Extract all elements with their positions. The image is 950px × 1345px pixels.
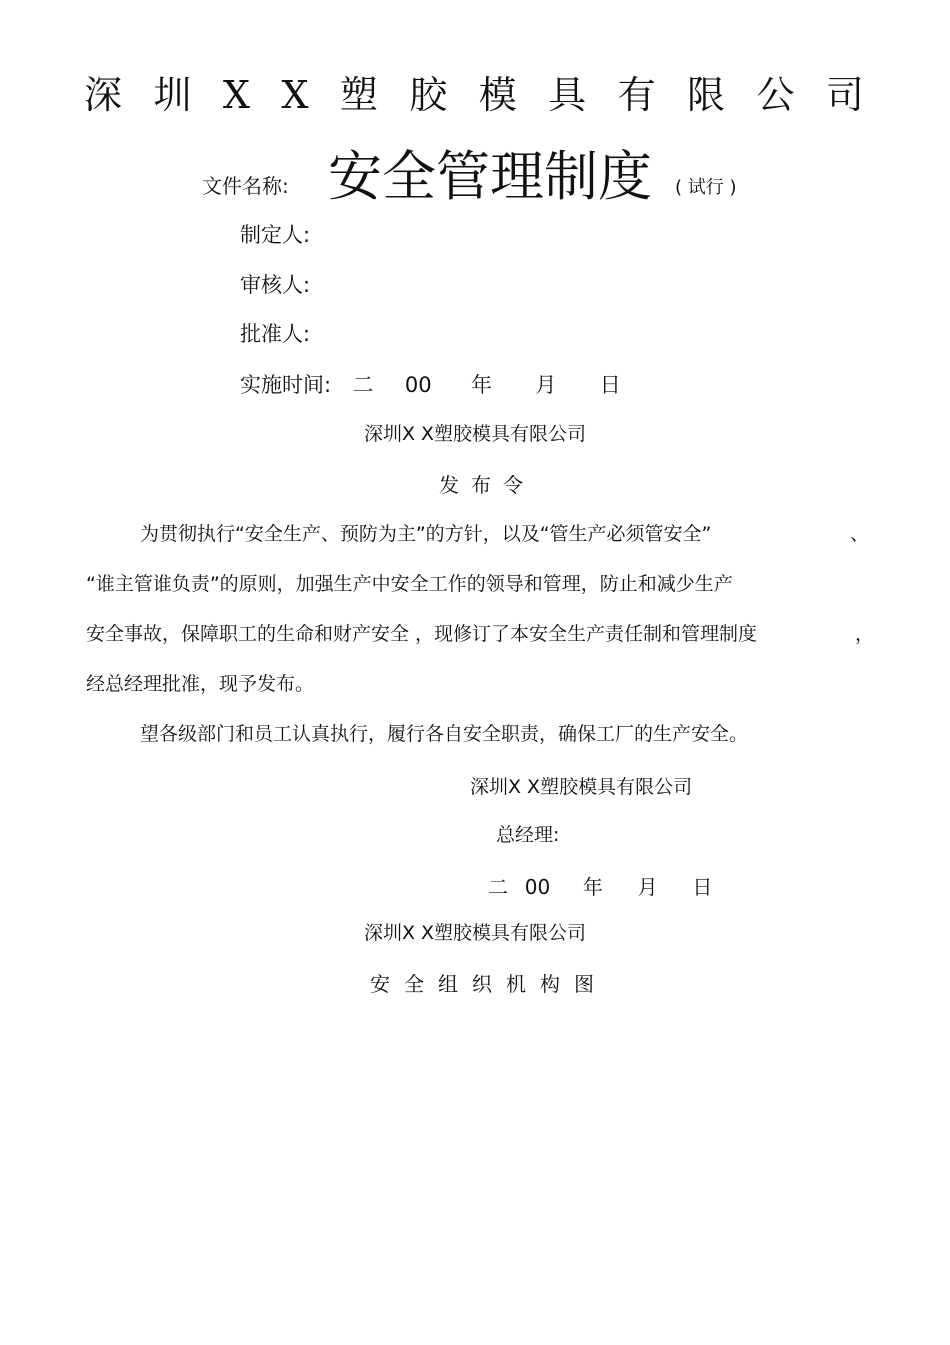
company-header-char: 有 [617, 73, 656, 117]
release-paragraph-2: 望各级部门和员工认真执行，履行各自安全职责，确保工厂的生产安全。 [140, 723, 749, 745]
company-header-char: 胶 [409, 73, 448, 117]
signature-date-month-unit: 月 [637, 875, 658, 899]
effective-date-label: 实施时间: [240, 373, 332, 397]
drafter-row [240, 221, 310, 249]
effective-date-row [240, 371, 621, 399]
date-month-unit: 月 [535, 373, 557, 397]
release-paragraph-line: “谁主管谁负责”的原则，加强生产中安全工作的领导和管理，防止和减少生产 [86, 573, 733, 595]
release-paragraph-punctuation: ， [855, 623, 875, 645]
company-subtitle: 深圳X X塑胶模具有限公司 [363, 423, 587, 445]
date-year-prefix: 二 [352, 373, 374, 397]
company-header-char: 具 [548, 73, 587, 117]
company-header-char: 限 [687, 73, 726, 117]
release-paragraph-line: 经总经理批准，现予发布。 [86, 673, 315, 695]
drafter-label: 制定人: [240, 223, 311, 247]
trial-label: ( 试行 ) [675, 177, 737, 198]
signature-date-year-prefix: 二 [488, 875, 508, 899]
company-header-char: 深 [84, 73, 123, 117]
date-year-unit: 年 [470, 373, 492, 397]
release-paragraph-line: 安全事故，保障职工的生命和财产安全 ，现修订了本安全生产责任制和管理制度 [86, 623, 758, 645]
release-paragraph-line: 为贯彻执行“安全生产、预防为主”的方针，以及“管生产必须管安全” [140, 523, 712, 545]
signature-date-year-value: 00 [524, 875, 551, 899]
reviewer-label: 审核人: [240, 273, 311, 297]
release-paragraph-punctuation: 、 [850, 523, 870, 545]
signature-company: 深圳X X塑胶模具有限公司 [470, 776, 693, 798]
release-order-title: 发布令 [439, 473, 535, 497]
file-name-label: 文件名称: [202, 174, 289, 198]
signature-date-day-unit: 日 [692, 875, 713, 899]
company-header-char: 塑 [339, 73, 378, 117]
general-manager-label: 总经理: [496, 824, 560, 846]
signature-date [488, 871, 712, 900]
company-header-char: 公 [756, 73, 795, 117]
signature-date-year-unit: 年 [582, 875, 603, 899]
org-chart-title: 安全组织机构图 [370, 972, 608, 996]
date-year-value: 00 [404, 373, 432, 397]
company-header [84, 72, 864, 118]
approver-label: 批准人: [240, 322, 311, 346]
company-header-char: X [281, 73, 309, 117]
company-header-char: 司 [825, 73, 864, 117]
company-header-char: 圳 [153, 73, 192, 117]
reviewer-row [240, 271, 310, 299]
company-header-char: 模 [478, 73, 517, 117]
date-day-unit: 日 [599, 373, 621, 397]
approver-row [240, 320, 310, 348]
company-subtitle-2: 深圳X X塑胶模具有限公司 [363, 922, 587, 944]
document-title: 安全管理制度 [328, 145, 652, 208]
company-header-char: X [222, 73, 250, 117]
